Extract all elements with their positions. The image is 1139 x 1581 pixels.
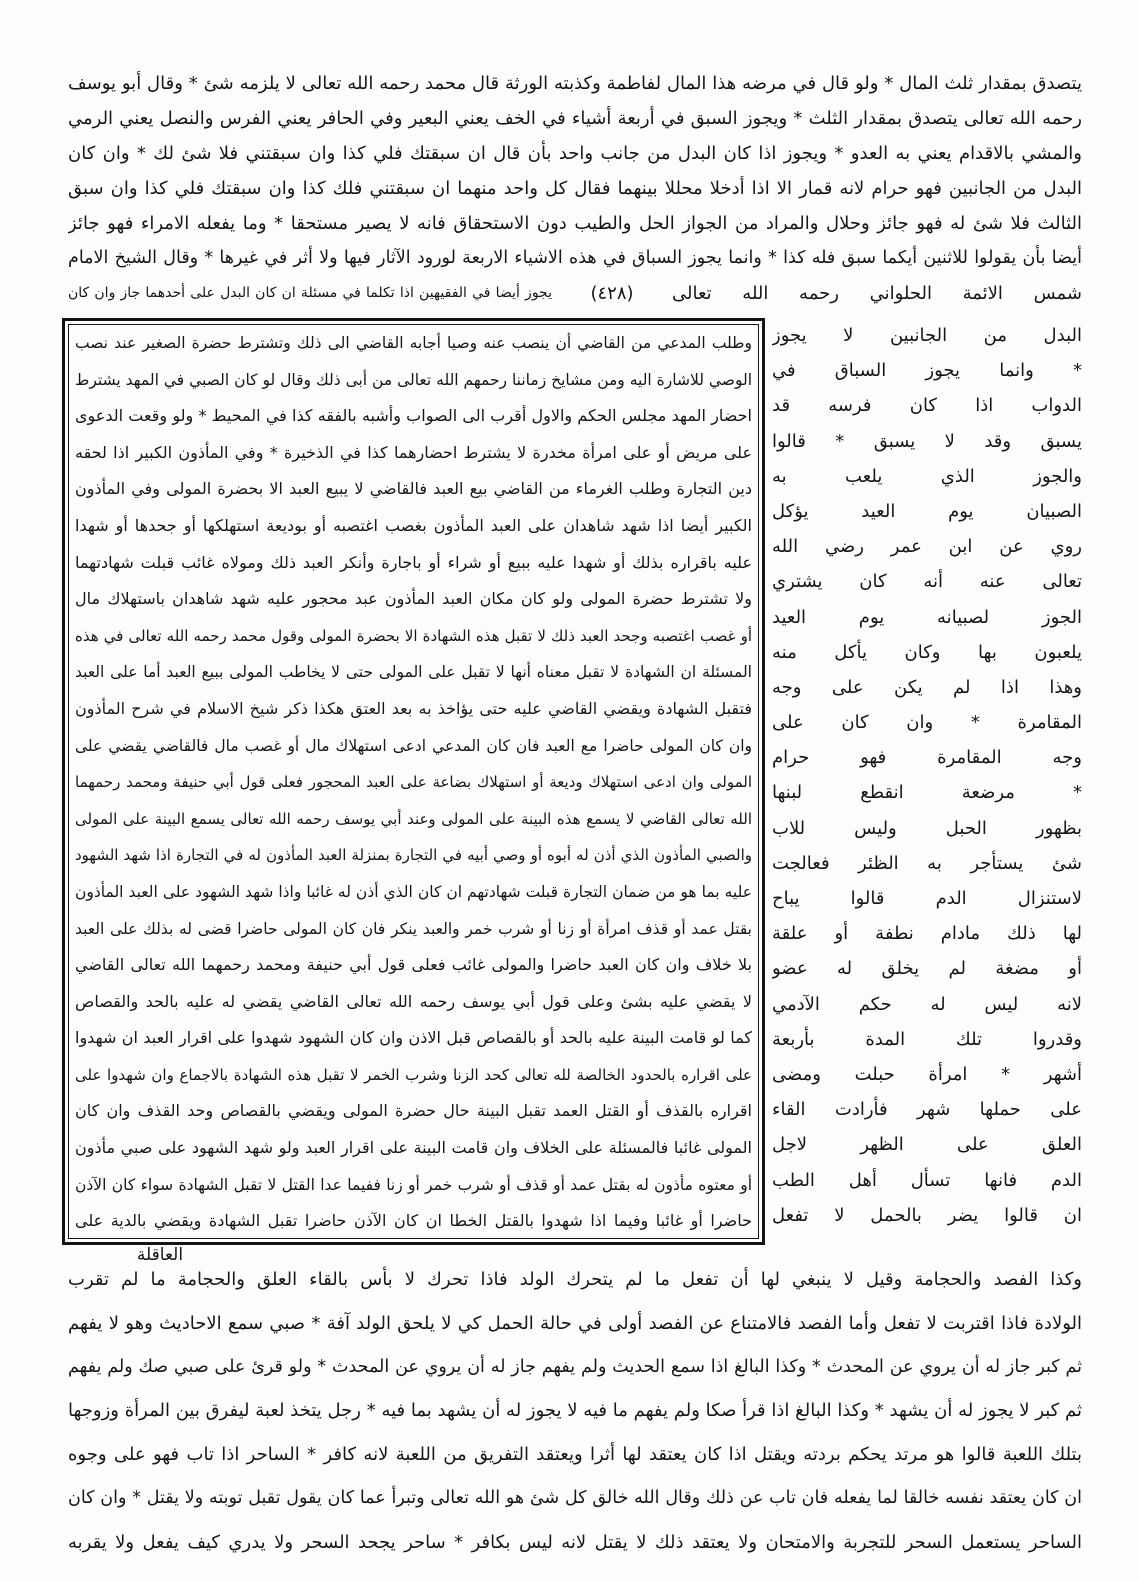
top-text-line: رحمه الله تعالى يتصدق بمقدار الثلث * ويجوز السبق في أربعة أشياء في الخف يعني البعير وفي الحافر يعني الفرس والنصل يعني الرمي xyxy=(68,108,1082,129)
margin-text-line: يسبق وقد لا يسبق * قالوا xyxy=(772,430,1082,452)
top-text-block xyxy=(68,66,1082,311)
top-text-line: الثالث فلا شئ له فهو جائز وحلال والمراد من الجواز الحل والطيب دون الاستحقاق فانه لا يصير مستحقا * وما يفعله الامراء فهو جائز xyxy=(68,213,1082,234)
box-text-line: بقتل عمد أو قذف امرأة أو زنا أو شرب خمر والعبد ينكر فان كان المولى حاضرا قضى له بذلك على العبد xyxy=(75,919,752,938)
top-text-line: البدل من الجانبين فهو حرام لانه قمار الا اذا أدخلا محللا بينهما فقال كل واحد منهما ان سبقتني فلك كذا وان سبقتك فلي كذا وان سبق xyxy=(68,178,1082,199)
box-text-line: الله تعالى القاضي لا يسمع هذه البينة على المولى وعند أبي يوسف رحمه الله تعالى يسمع البينة على المولى xyxy=(75,809,752,828)
top-text-segment: شمس الائمة الحلواني رحمه الله تعالى xyxy=(672,283,1082,304)
margin-text-line: وهذا اذا لم يكن على وجه xyxy=(772,676,1082,698)
box-text-line: والصبي المأذون الذي أذن له أبوه أو وصي أبيه في التجارة بمنزلة العبد المأذون له في التجارة اذا شهد الشهود xyxy=(75,846,752,865)
box-text-line: حاضرا أو غائبا وفيما اذا شهدوا بالقتل الخطا ان كان الآذن حاضرا تقبل الشهادة ويقضي بالدية على xyxy=(75,1211,752,1231)
box-text-line: كما لو قامت البينة عليه بالحد أو بالقصاص قبل الاذن وان كان الشهود شهدوا على اقرار العبد ان شهدوا xyxy=(75,1028,752,1048)
margin-text-line: أو مضغة لم يخلق له عضو xyxy=(772,958,1082,980)
top-text-line: يتصدق بمقدار ثلث المال * ولو قال في مرضه هذا المال لفاطمة وكذبته الورثة قال محمد رحمه الله تعالى لا يلزمه شئ * وقال أبو يوسف xyxy=(68,73,1082,94)
box-text-line: لا يقضي عليه بشئ وعلى قول أبي يوسف رحمه الله تعالى القاضي يقضي له عليه بالحد والقصاص xyxy=(75,991,752,1011)
bottom-text-line: بتلك اللعبة قالوا هو مرتد يحكم بردته ويقتل اذا كان يعتقد لها أثرا ويعتقد التفريق من اللعبة لانه كافر * الساحر اذا تاب فهو على وجوه xyxy=(68,1444,1082,1466)
margin-text-line: لانه ليس له حكم الآدمي xyxy=(772,993,1082,1015)
margin-text-line: والجوز الذي يلعب به xyxy=(772,465,1082,487)
box-text-line: دين التجارة وطلب الغرماء من القاضي بيع العبد فالقاضي لا يبيع العبد الا بحضرة المولى وفي المأذون xyxy=(75,479,752,499)
box-text-line: المسئلة ان الشهادة لا تقبل معناه أنها لا تقبل على المولى حتى لا يخاطب المولى ببيع العبد أما على العبد xyxy=(75,663,752,682)
bottom-text-line: ثم كبر جاز له أن يروي عن المحدث * وكذا البالغ اذا سمع الحديث ولم يفهم جاز له أن يروي عن المحدث * ولو قرئ على صبي صك ولم يفهم xyxy=(68,1356,1082,1377)
margin-text-line: روي عن ابن عمر رضي الله xyxy=(772,536,1082,558)
margin-text-line: * وانما يجوز السباق في xyxy=(772,360,1082,382)
margin-text-line: الدم فانها تسأل أهل الطب xyxy=(772,1169,1082,1191)
margin-text-line: تعالى عنه أنه كان يشتري xyxy=(772,571,1082,593)
box-text-line: فتقبل الشهادة ويقضي القاضي عليه حتى يؤاخذ به بعد العتق هكذا ذكر شيخ الاسلام في شرح المأذون xyxy=(75,698,752,718)
margin-text-line: البدل من الجانبين لا يجوز xyxy=(772,325,1082,346)
margin-text-line: وجه المقامرة فهو حرام xyxy=(772,747,1082,769)
page-number: (٤٢٨) xyxy=(590,283,634,304)
bottom-text-line: ان كان يعتقد نفسه خالقا لما يفعله فان تاب عن ذلك وقال الله خالق كل شئ هو الله تعالى وتبرأ عما كان يقول تقبل توبته ولا يقتل * وان كان xyxy=(68,1488,1082,1509)
box-text-line: المولى وان ادعى استهلاك وديعة أو استهلاك بضاعة على العبد المحجور فعلى قول أبي حنيفة ومحمد رحمهما xyxy=(75,773,752,792)
margin-text-line: ان قالوا يضر بالحمل لا تفعل xyxy=(772,1204,1082,1226)
bottom-text-block xyxy=(68,1262,1082,1560)
box-text-line: وطلب المدعي من القاضي أن ينصب عنه وصيا أجابه القاضي الى ذلك وتشترط حضرة الصغير عند نصب xyxy=(75,334,752,352)
box-text-line: عليه بما هو من ضمان التجارة قبلت شهادتهم ان كان الذي أذن له غائبا واذا شهد الشهود على العبد المأذون xyxy=(75,882,752,901)
box-text-line: على مريض أو على امرأة مخدرة لا يشترط احضارهما كذا في الذخيرة * وفي المأذون الكبير اذا لحقه xyxy=(75,442,752,462)
box-text-line: احضار المهد مجلس الحكم والاول أقرب الى الصواب وأشبه بالفقه كذا في المحيط * ولو وقعت الدعوى xyxy=(75,406,752,426)
margin-text-line: الجوز لصبيانه يوم العيد xyxy=(772,606,1082,628)
margin-text-line: العلق على الظهر لاجل xyxy=(772,1134,1082,1156)
margin-text-line: أشهر * امرأة حبلت ومضى xyxy=(772,1063,1082,1085)
margin-text-line: وقدروا تلك المدة بأربعة xyxy=(772,1028,1082,1050)
bottom-text-line: وكذا الفصد والحجامة وقيل لا ينبغي لها أن تفعل ما لم يتحرك الولد فاذا تحرك لا بأس بالقاء العلق والحجامة ما لم تقرب xyxy=(68,1269,1082,1290)
margin-text-line: الدواب اذا كان فرسه قد xyxy=(772,395,1082,417)
bottom-text-line: الولادة فاذا اقتربت لا تفعل وأما الفصد فالامتناع عن الفصد أولى في حالة الحمل كي لا يلحق الولد آفة * صبي سمع الاحاديث وهو لا يفهم xyxy=(68,1312,1082,1334)
margin-text-line: الصبيان يوم العيد يؤكل xyxy=(772,500,1082,522)
top-text-segment: يجوز أيضا في الفقيهين اذا تكلما في مسئلة ان كان البدل على أحدهما جاز وان كان xyxy=(68,285,552,301)
margin-text-line: يلعبون بها وكان يأكل منه xyxy=(772,641,1082,663)
margin-text-line: المقامرة * وان كان على xyxy=(772,712,1082,734)
margin-text-line: * مرضعة انقطع لبنها xyxy=(772,782,1082,804)
bottom-text-line: الساحر يستعمل السحر للتجربة والامتحان ولا يعتقد ذلك لا يقتل لانه ليس بكافر * ساحر يجحد السحر ولا يدري كيف يفعل ولا يقربه xyxy=(68,1531,1082,1553)
margin-text-line: على حملها شهر فأرادت القاء xyxy=(772,1099,1082,1121)
box-text-body xyxy=(75,325,752,1240)
box-text-line: أو معتوه مأذون له بقتل عمد أو قذف أو شرب خمر أو زنا ففيما عدا القتل لا تقبل الشهادة سواء كان الآذن xyxy=(75,1175,752,1194)
box-text-line: ولا تشترط حضرة المولى ولو كان مكان العبد المأذون عبد محجور عليه شهد شاهدان باستهلاك مال xyxy=(75,589,752,609)
bottom-text-line: ثم كبر لا يجوز له أن يشهد * وكذا البالغ اذا قرأ صكا ولم يفهم ما فيه لا يجوز له أن يشهد بما فيه * رجل يتخذ لعبة ليفرق بين المرأة وزوجها xyxy=(68,1400,1082,1422)
margin-text-line: بظهور الحبل وليس للاب xyxy=(772,817,1082,839)
box-text-line: اقراره بالقذف أو القتل العمد تقبل البينة حال حضرة المولى ويقضي بالقصاص وحد القذف وان كان xyxy=(75,1101,752,1121)
box-text-line: الوصي للاشارة اليه ومن مشايخ زماننا رحمهم الله تعالى من أبى ذلك وقال لو كان الصبي في المهد يشترط xyxy=(75,370,752,389)
box-continuation-word: العاقلة xyxy=(136,1245,184,1265)
margin-text-line: لاستنزال الدم قالوا يباح xyxy=(772,888,1082,909)
box-text-line: المولى غائبا فالمسئلة على الخلاف وان قامت البينة على اقرار العبد ولو شهد الشهود على صبي مأذون xyxy=(75,1138,752,1158)
box-text-line: على اقراره بالحدود الخالصة لله تعالى كحد الزنا وشرب الخمر لا تقبل هذه الشهادة بالاجماع وان شهدوا على xyxy=(75,1065,752,1084)
top-text-line-with-page-number xyxy=(68,276,1082,311)
margin-text-line: لها ذلك مادام نطفة أو علقة xyxy=(772,923,1082,945)
box-text-line: عليه باقراره بذلك أو شهدا عليه ببيع أو شراء أو باجارة وأنكر العبد ذلك ومولاه غائب قبلت شهادتهما xyxy=(75,552,752,572)
margin-text-line: شئ يستأجر به الظئر فعالجت xyxy=(772,852,1082,874)
top-text-line: والمشي بالاقدام يعني به العدو * ويجوز اذا كان البدل من جانب واحد بأن قال ان سبقتك فلي كذا وان سبقتني فلا شئ لك * وان كان xyxy=(68,143,1082,164)
margin-notes-column xyxy=(772,318,1082,1233)
bordered-text-box xyxy=(62,318,765,1245)
box-text-line: بلا خلاف وان كان العبد حاضرا والمولى غائب فعلى قول أبي حنيفة ومحمد رحمهما الله تعالى القاضي xyxy=(75,955,752,975)
box-text-line: وان كان المولى حاضرا مع العبد فان كان المدعي ادعى استهلاك مال أو غصب مال فالقاضي يقضي على xyxy=(75,736,752,755)
box-text-line: أو غصب اغتصبه وجحد العبد ذلك لا تقبل هذه الشهادة الا بحضرة المولى وقول محمد رحمه الله تعالى في هذه xyxy=(75,626,752,645)
box-text-line: الكبير أيضا اذا شهد شاهدان على العبد المأذون بغصب اغتصبه أو بوديعة استهلكها أو جحدها أو شهدا xyxy=(75,515,752,535)
top-text-line: أيضا بأن يقولوا للاثنين أيكما سبق فله كذا * وانما يجوز السباق في هذه الاشياء الاربعة لورود الآثار فيها ولا أثر في غيرها * وقال الشيخ الامام xyxy=(68,248,1082,268)
